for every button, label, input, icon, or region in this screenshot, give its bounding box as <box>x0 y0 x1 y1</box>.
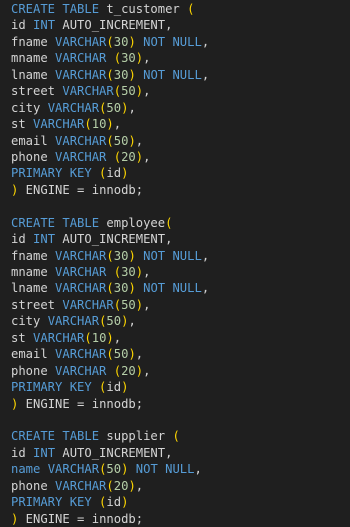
sql-identifier: AUTO_INCREMENT, <box>55 232 173 247</box>
sql-paren: ( <box>106 133 114 148</box>
sql-type: VARCHAR <box>47 314 100 329</box>
sql-paren: ( <box>84 330 92 345</box>
sql-identifier: id <box>11 18 34 33</box>
sql-paren: ) <box>121 100 129 115</box>
sql-paren: ( <box>106 363 122 378</box>
sql-paren: ) <box>128 347 136 362</box>
code-line[interactable] <box>11 412 350 428</box>
sql-identifier: employee <box>99 215 166 230</box>
code-line[interactable] <box>11 100 350 116</box>
sql-keyword: CREATE TABLE <box>11 2 100 16</box>
sql-type: VARCHAR <box>55 347 107 362</box>
code-line[interactable] <box>11 1 350 17</box>
sql-type: VARCHAR <box>55 281 107 296</box>
code-line[interactable] <box>11 396 350 412</box>
sql-paren: ) <box>106 117 114 132</box>
sql-identifier: ENGINE <box>18 511 78 526</box>
sql-identifier: email <box>11 347 56 362</box>
sql-identifier: mname <box>11 265 56 279</box>
sql-identifier: id <box>11 232 34 247</box>
sql-identifier: supplier <box>99 429 173 444</box>
sql-identifier: mname <box>11 51 56 66</box>
sql-paren: ( <box>187 2 195 16</box>
code-line[interactable] <box>11 494 350 510</box>
sql-punctuation: , <box>143 84 151 99</box>
sql-identifier: AUTO_INCREMENT, <box>55 18 173 33</box>
sql-paren: ) <box>135 149 144 164</box>
sql-number: 30 <box>121 265 136 279</box>
code-line[interactable] <box>11 231 350 247</box>
code-line[interactable] <box>11 264 350 280</box>
sql-paren: ) <box>135 51 144 66</box>
sql-number: 10 <box>91 330 107 345</box>
code-line[interactable] <box>11 198 350 214</box>
sql-keyword: NOT NULL <box>143 248 202 263</box>
sql-type: VARCHAR <box>62 297 114 312</box>
sql-type: VARCHAR <box>55 67 107 82</box>
sql-paren: ) <box>11 182 19 197</box>
sql-number: 30 <box>113 67 129 82</box>
code-line[interactable] <box>11 297 350 313</box>
code-line[interactable] <box>11 461 350 477</box>
sql-identifier: st <box>11 117 34 132</box>
sql-keyword: PRIMARY KEY <box>11 166 92 181</box>
sql-punctuation: , <box>128 100 136 115</box>
sql-identifier: AUTO_INCREMENT, <box>55 445 173 460</box>
code-line[interactable] <box>11 379 350 395</box>
sql-keyword: CREATE TABLE <box>11 215 100 230</box>
sql-paren: ) <box>128 67 136 82</box>
sql-number: 10 <box>91 117 107 132</box>
code-line[interactable] <box>11 445 350 461</box>
sql-type: VARCHAR <box>55 51 107 66</box>
sql-paren: ( <box>172 429 180 444</box>
code-line[interactable] <box>11 280 350 296</box>
sql-keyword: NOT NULL <box>135 462 195 477</box>
sql-paren: ( <box>106 67 114 82</box>
code-line[interactable] <box>11 149 350 165</box>
sql-paren: ( <box>106 34 114 49</box>
sql-type: VARCHAR <box>47 100 100 115</box>
sql-identifier: lname <box>11 67 56 82</box>
code-line[interactable] <box>11 313 350 329</box>
sql-number: 30 <box>113 281 129 296</box>
sql-paren: ) <box>11 396 19 411</box>
sql-paren: ( <box>84 117 92 132</box>
sql-paren: ) <box>106 330 114 345</box>
sql-number: 20 <box>121 363 136 378</box>
sql-identifier: innodb; <box>84 511 144 526</box>
sql-keyword: PRIMARY KEY <box>11 495 92 510</box>
sql-type: VARCHAR <box>62 84 114 99</box>
sql-keyword: PRIMARY KEY <box>11 380 92 395</box>
code-line[interactable] <box>11 83 350 99</box>
sql-punctuation: , <box>201 281 210 296</box>
sql-paren: ( <box>113 297 122 312</box>
sql-type: VARCHAR <box>55 248 107 263</box>
sql-paren: ) <box>135 84 144 99</box>
sql-punctuation: , <box>113 330 122 345</box>
sql-paren: ) <box>11 511 19 526</box>
sql-number: 50 <box>121 297 136 312</box>
sql-number: 20 <box>121 149 136 164</box>
sql-identifier: street <box>11 84 63 99</box>
code-line[interactable] <box>11 511 350 527</box>
sql-keyword: NOT NULL <box>143 34 202 49</box>
sql-identifier: fname <box>11 248 56 263</box>
sql-keyword: NOT NULL <box>143 67 202 82</box>
sql-punctuation: , <box>128 314 136 329</box>
sql-identifier: email <box>11 133 56 148</box>
sql-punctuation: , <box>113 117 122 132</box>
sql-paren: ) <box>128 133 136 148</box>
code-line[interactable] <box>11 50 350 66</box>
sql-identifier: st <box>11 330 34 345</box>
sql-identifier: innodb; <box>84 396 144 411</box>
sql-identifier: id <box>106 380 122 395</box>
sql-number: 20 <box>113 478 129 493</box>
sql-paren: ( <box>113 84 122 99</box>
sql-paren: ( <box>106 51 122 66</box>
sql-number: 50 <box>106 462 122 477</box>
sql-punctuation: , <box>201 67 210 82</box>
code-line[interactable] <box>11 67 350 83</box>
sql-punctuation: , <box>143 265 151 279</box>
sql-type: VARCHAR <box>47 462 100 477</box>
sql-paren: ) <box>128 248 136 263</box>
code-line[interactable] <box>11 182 350 198</box>
sql-paren: ( <box>106 478 114 493</box>
sql-identifier: city <box>11 100 48 115</box>
sql-punctuation: , <box>201 34 210 49</box>
sql-paren: ( <box>91 495 107 510</box>
code-line[interactable] <box>11 363 350 379</box>
code-line[interactable] <box>11 165 350 181</box>
code-line[interactable] <box>11 346 350 362</box>
sql-paren: ( <box>106 281 114 296</box>
sql-identifier: t_customer <box>99 2 188 16</box>
sql-number: 50 <box>106 100 122 115</box>
sql-number: 30 <box>113 248 129 263</box>
sql-type: INT <box>33 18 56 33</box>
sql-paren: ) <box>128 281 136 296</box>
code-content[interactable] <box>11 1 350 527</box>
code-line[interactable] <box>11 330 350 346</box>
code-line[interactable] <box>11 34 350 50</box>
sql-identifier: innodb; <box>84 182 144 197</box>
sql-punctuation: , <box>135 347 144 362</box>
sql-identifier: ENGINE <box>18 182 78 197</box>
sql-identifier: phone <box>11 478 56 493</box>
sql-type: INT <box>33 232 56 247</box>
sql-type: VARCHAR <box>33 330 85 345</box>
sql-paren: ( <box>99 100 107 115</box>
sql-paren: ) <box>121 495 129 510</box>
code-line[interactable] <box>11 248 350 264</box>
sql-identifier: city <box>11 314 48 329</box>
sql-identifier: phone <box>11 149 56 164</box>
sql-type: VARCHAR <box>55 478 107 493</box>
sql-punctuation: , <box>194 462 202 477</box>
sql-identifier: id <box>106 166 122 181</box>
sql-paren: ( <box>91 380 107 395</box>
sql-number: 50 <box>121 84 136 99</box>
sql-type: VARCHAR <box>55 363 107 378</box>
sql-punctuation: , <box>143 363 151 378</box>
sql-punctuation: , <box>135 478 144 493</box>
sql-paren: ) <box>128 34 136 49</box>
sql-paren: ) <box>135 265 144 279</box>
sql-paren: ) <box>121 462 129 477</box>
sql-paren: ( <box>106 248 114 263</box>
sql-number: 30 <box>121 51 136 66</box>
sql-punctuation: , <box>143 297 151 312</box>
code-line[interactable] <box>11 428 350 444</box>
sql-paren: ( <box>106 149 122 164</box>
sql-identifier: phone <box>11 363 56 378</box>
sql-number: 50 <box>113 133 129 148</box>
sql-paren: ( <box>106 265 122 279</box>
sql-identifier: id <box>106 495 122 510</box>
sql-number: 50 <box>113 347 129 362</box>
sql-operator: = <box>77 511 85 526</box>
sql-number: 30 <box>113 34 129 49</box>
sql-identifier: fname <box>11 34 56 49</box>
sql-type: VARCHAR <box>55 133 107 148</box>
sql-paren: ) <box>121 314 129 329</box>
sql-keyword: NOT NULL <box>143 281 202 296</box>
sql-identifier: lname <box>11 281 56 296</box>
sql-space <box>128 462 135 476</box>
sql-type: VARCHAR <box>55 265 107 279</box>
sql-identifier: id <box>11 445 34 460</box>
code-line[interactable] <box>11 116 350 132</box>
sql-type: VARCHAR <box>55 149 107 164</box>
sql-number: 50 <box>106 314 122 329</box>
sql-paren: ( <box>165 215 173 230</box>
sql-paren: ) <box>121 166 129 181</box>
code-line[interactable] <box>11 215 350 231</box>
sql-paren: ) <box>128 478 136 493</box>
code-line[interactable] <box>11 17 350 33</box>
sql-punctuation: , <box>201 248 210 263</box>
code-line[interactable] <box>11 478 350 494</box>
sql-paren: ( <box>99 314 107 329</box>
sql-paren: ( <box>99 462 107 477</box>
sql-paren: ) <box>135 363 144 378</box>
code-line[interactable] <box>11 133 350 149</box>
sql-type: VARCHAR <box>33 117 85 132</box>
sql-paren: ) <box>121 380 129 395</box>
sql-punctuation: , <box>143 51 151 66</box>
sql-punctuation: , <box>143 149 151 164</box>
sql-paren: ( <box>91 166 107 181</box>
sql-keyword: CREATE TABLE <box>11 429 100 444</box>
sql-identifier: ENGINE <box>18 396 78 411</box>
sql-paren: ( <box>106 347 114 362</box>
sql-operator: = <box>77 396 85 411</box>
sql-punctuation: , <box>135 133 144 148</box>
sql-keyword: name <box>11 462 48 477</box>
sql-operator: = <box>77 182 85 197</box>
sql-identifier: street <box>11 297 63 312</box>
sql-type: VARCHAR <box>55 34 107 49</box>
sql-paren: ) <box>135 297 144 312</box>
sql-type: INT <box>33 445 56 460</box>
